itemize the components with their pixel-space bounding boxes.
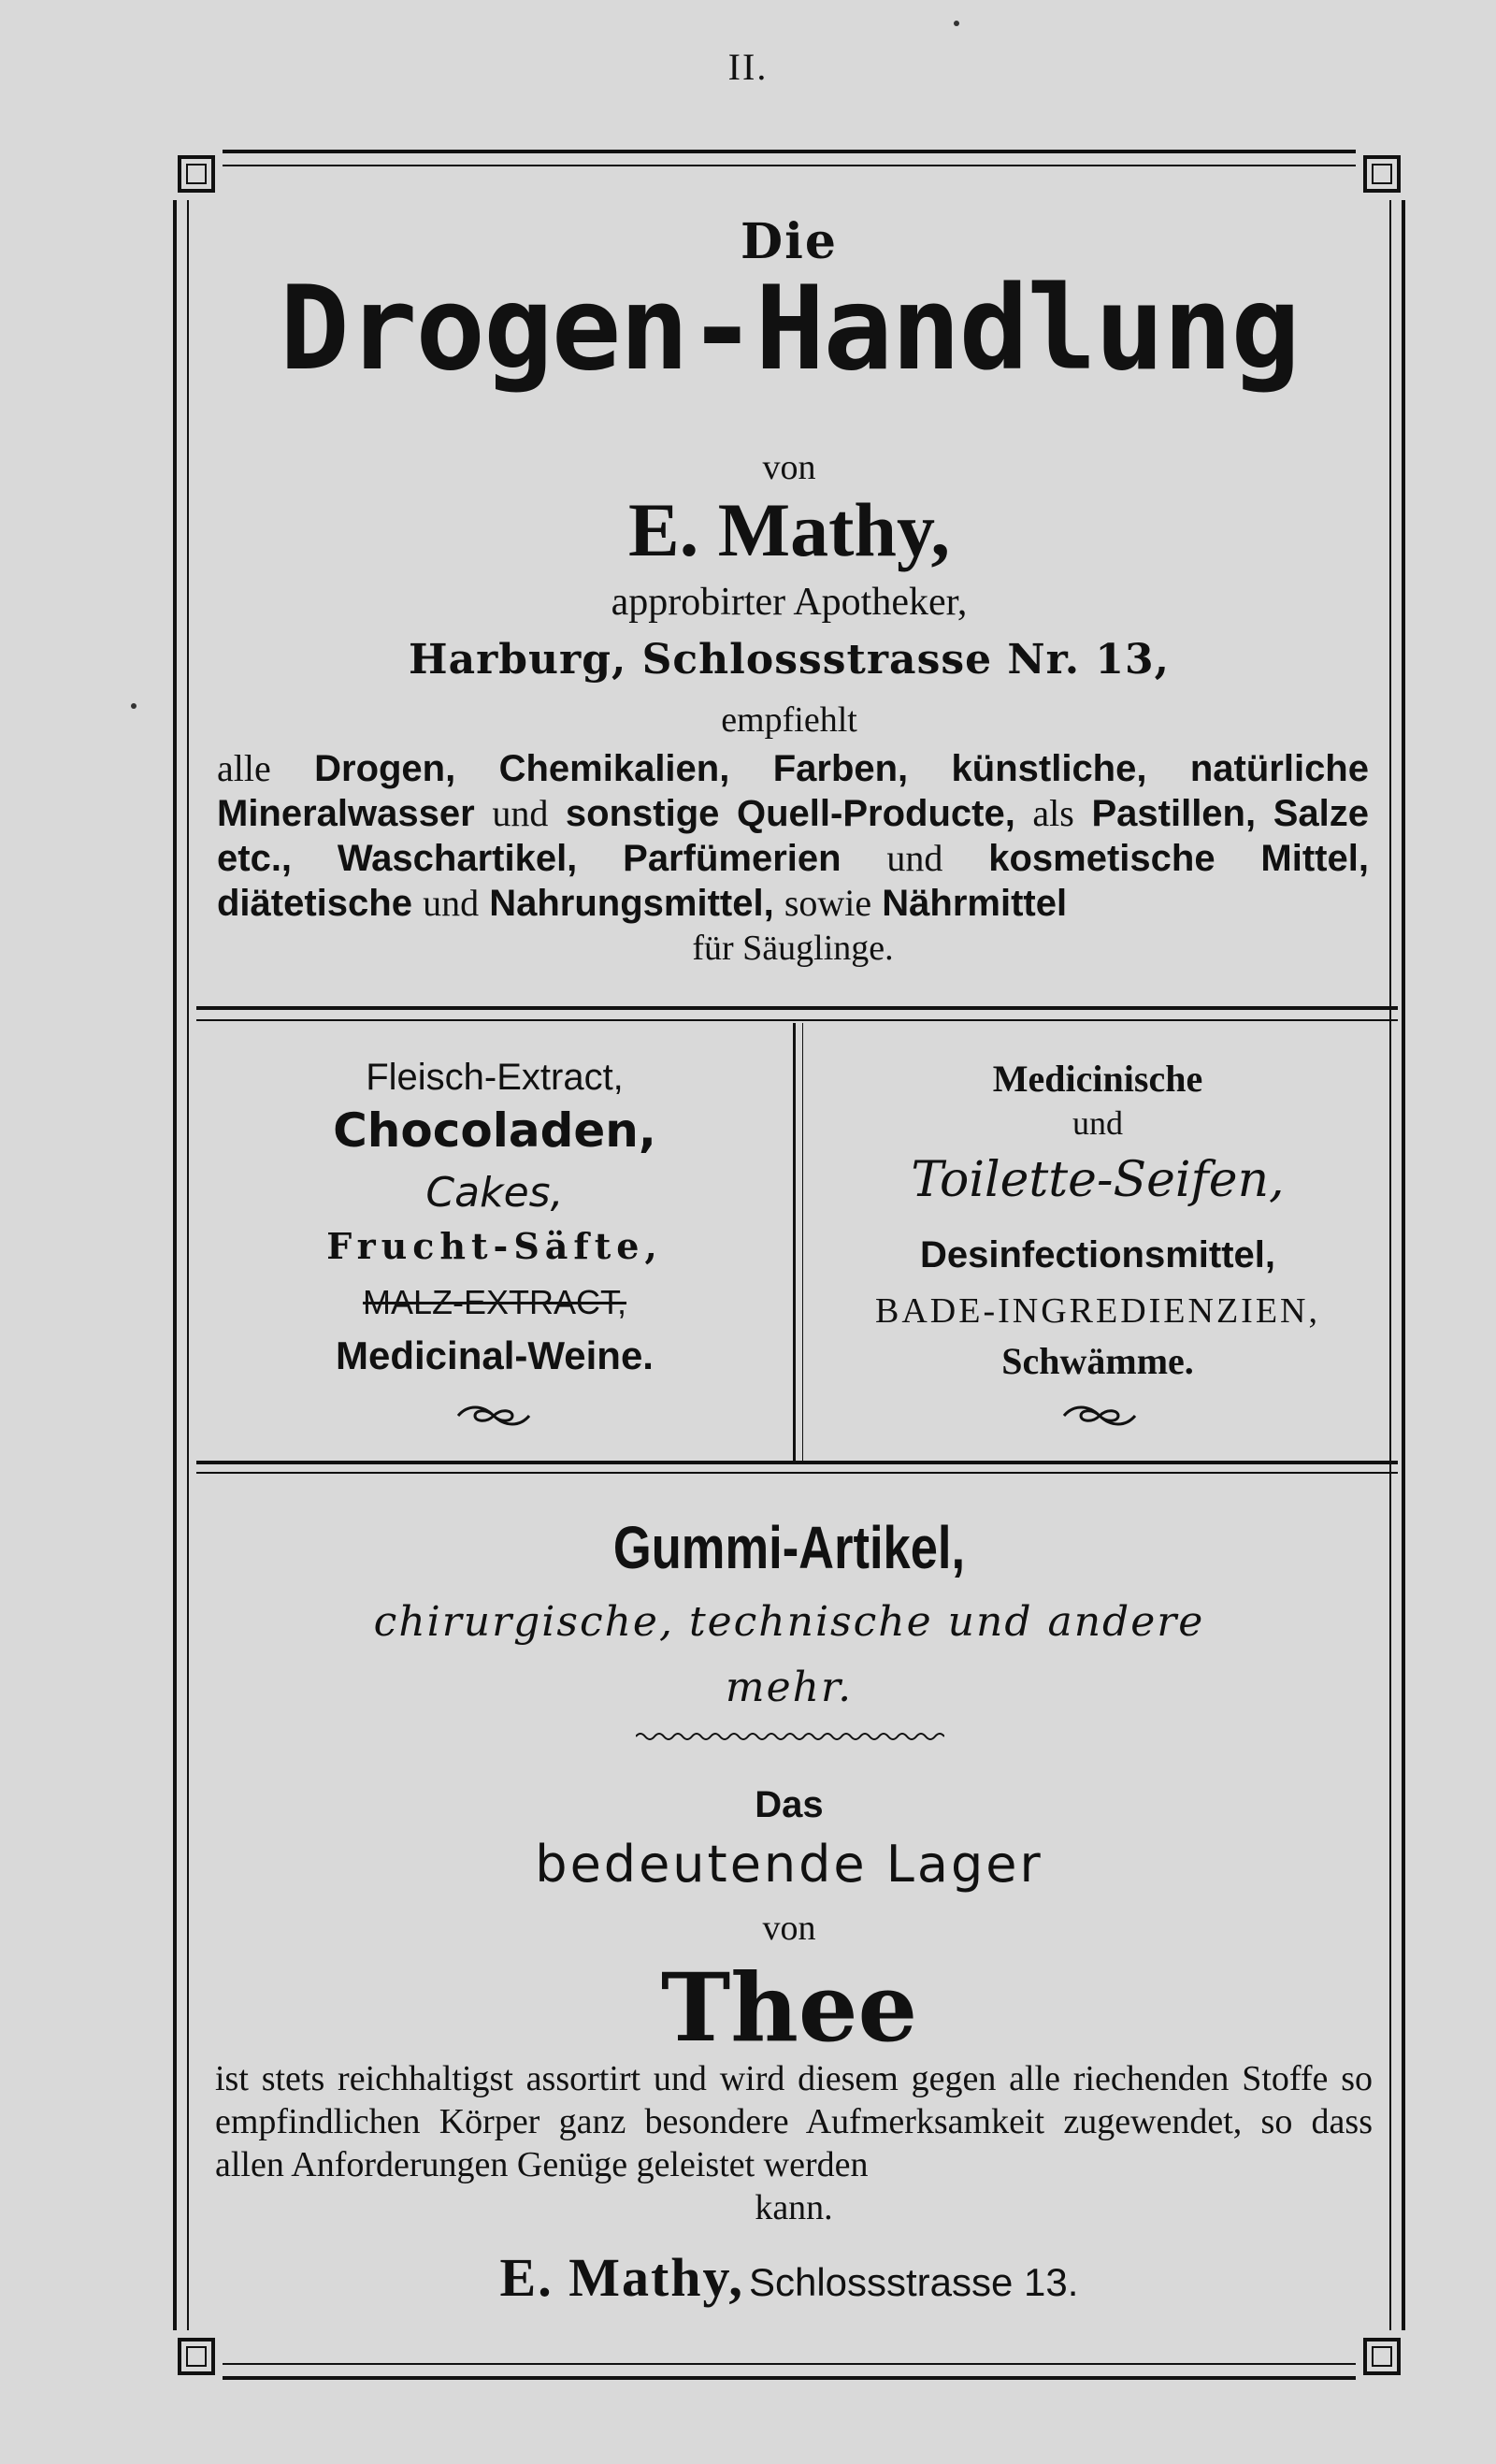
product-text: Waschartikel, Parfümerien [337, 838, 842, 879]
left-column-line-4: Frucht-Säfte, [326, 1225, 663, 1267]
product-text: als [1032, 792, 1074, 834]
thee-title: Thee [660, 1952, 918, 2063]
von-label-2: von [762, 1909, 816, 1948]
product-text: und [492, 792, 549, 834]
right-column-line-4: Desinfectionsmittel, [919, 1234, 1276, 1275]
print-speck [131, 703, 137, 709]
product-text: Pastillen, Salze etc., [217, 793, 1369, 879]
von-label: von [762, 448, 816, 487]
product-text: Nährmittel [882, 883, 1068, 924]
das-label: Das [755, 1784, 824, 1825]
signature-name: E. Mathy, [499, 2247, 744, 2308]
right-column-line-2: und [1072, 1104, 1123, 1142]
left-column-line-5: MALZ-EXTRACT, [362, 1283, 627, 1321]
corner-ornament-bottom-right [1356, 2330, 1408, 2383]
corner-ornament-bottom-left [170, 2330, 223, 2383]
gummi-subtitle-line-1: chirurgische, technische und andere [373, 1598, 1205, 1646]
divider-top-thin [196, 1019, 1398, 1021]
gummi-subtitle-line-2: mehr. [725, 1664, 854, 1711]
column-divider-thin [802, 1023, 803, 1461]
thee-description-text: ist stets reichhaltigst assortirt und wird diesem gegen alle riechenden Stoffe so empfindlichen Körper ganz besondere Aufmerksamkeit zugewendet, so dass allen Anforderungen Genüge geleistet werden [215, 2059, 1373, 2184]
right-column-line-5: BADE-INGREDIENZIEN, [875, 1291, 1320, 1331]
signature-address: Schlossstrasse 13. [748, 2260, 1079, 2304]
header-article: Die [741, 213, 838, 270]
divider-top [196, 1006, 1398, 1010]
product-text: Nahrungsmittel, [489, 883, 774, 924]
shop-address: Harburg, Schlossstrasse Nr. 13, [409, 636, 1170, 684]
flourish-right-icon [1060, 1403, 1139, 1429]
product-text: sowie [784, 882, 872, 924]
signature [187, 2246, 1391, 2309]
gummi-subtitle [243, 1590, 1335, 1721]
right-column-line-3: Toilette-Seifen, [911, 1152, 1285, 1208]
product-text: Drogen, Chemikalien, Farben, künstliche, natürliche Mineralwasser [217, 748, 1369, 834]
divider-bottom-thin [196, 1472, 1398, 1474]
product-text: kosmetische Mittel, diätetische [217, 838, 1369, 924]
owner-role: approbirter Apotheker, [611, 581, 968, 624]
right-column-line-1: Medicinische [992, 1058, 1203, 1100]
thee-description [215, 2057, 1373, 2229]
corner-ornament-top-right [1356, 148, 1408, 200]
left-column-line-3: Cakes, [425, 1169, 564, 1217]
product-text: und [423, 882, 480, 924]
product-text: und [886, 837, 943, 879]
right-column-line-6: Schwämme. [1001, 1340, 1194, 1382]
corner-ornament-top-left [170, 148, 223, 200]
divider-bottom [196, 1461, 1398, 1464]
wavy-divider-icon [636, 1730, 944, 1743]
print-speck [954, 21, 959, 26]
thee-description-end: kann. [755, 2188, 833, 2227]
page-number: II. [727, 46, 769, 88]
product-text-last: für Säuglinge. [692, 929, 894, 968]
left-column-line-1: Fleisch-Extract, [366, 1057, 624, 1098]
left-column-line-2: Chocoladen, [333, 1103, 656, 1158]
product-text: sonstige Quell-Producte, [565, 793, 1015, 834]
column-divider [793, 1023, 796, 1461]
owner-name: E. Mathy, [628, 487, 950, 572]
gummi-title: Gummi-Artikel, [612, 1514, 966, 1581]
product-text: alle [217, 747, 271, 789]
main-title: Drogen-Handlung [280, 262, 1299, 396]
left-column-line-6: Medicinal-Weine. [336, 1333, 654, 1377]
lager-heading: bedeutende Lager [535, 1835, 1043, 1894]
flourish-left-icon [454, 1403, 533, 1429]
product-list [217, 746, 1369, 971]
recommends-label: empfiehlt [721, 700, 857, 740]
